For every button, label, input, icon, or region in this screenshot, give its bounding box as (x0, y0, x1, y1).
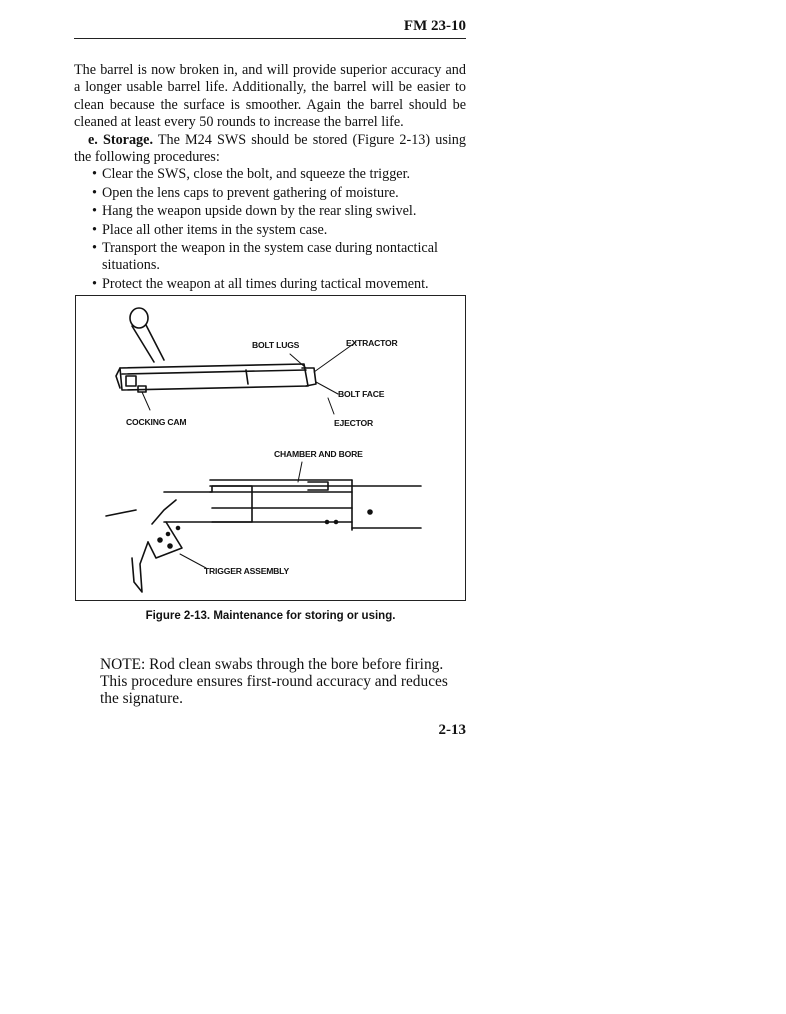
chamber-and-bore-label: CHAMBER AND BORE (274, 449, 363, 459)
procedure-item: • Transport the weapon in the system case during nontactical situations. (102, 240, 466, 275)
figure-caption: Figure 2-13. Maintenance for storing or using. (145, 610, 396, 622)
figure-2-13 (75, 295, 466, 601)
procedure-item: • Hang the weapon upside down by the rear sling swivel. (102, 203, 466, 220)
ejector-label: EJECTOR (334, 418, 374, 428)
intro-paragraph: The barrel is now broken in, and will provide superior accuracy and a longer usable barrel life. Additionally, the barrel will be easier to clean because the surface is smoother. Again the barrel should be cleaned at least every 50 rounds to increase the barrel life. (74, 62, 466, 131)
note-text: NOTE: Rod clean swabs through the bore before firing. This procedure ensures first-round accuracy and reduces the signature. (100, 656, 448, 707)
storage-heading: e. Storage. (88, 131, 153, 148)
page-header (74, 16, 466, 39)
procedure-item: • Protect the weapon at all times during tactical movement. (102, 276, 466, 293)
page-number: 2-13 (438, 722, 466, 738)
body-text (74, 62, 466, 294)
receiver-leader-lines (180, 462, 302, 568)
bolt-face-label: BOLT FACE (338, 389, 385, 399)
trigger-assembly-label: TRIGGER ASSEMBLY (204, 566, 289, 576)
procedure-item: • Place all other items in the system case. (102, 222, 466, 239)
bolt-lugs-label: BOLT LUGS (252, 340, 300, 350)
procedure-item: • Clear the SWS, close the bolt, and squeeze the trigger. (102, 166, 466, 183)
bolt-drawing (116, 308, 316, 392)
procedure-list (74, 166, 466, 293)
storage-paragraph (74, 132, 466, 167)
extractor-label: EXTRACTOR (346, 338, 398, 348)
procedure-item: • Open the lens caps to prevent gathering of moisture. (102, 185, 466, 202)
manual-id: FM 23-10 (403, 18, 466, 34)
storage-text: The M24 SWS should be stored (Figure 2-13) using the following procedures: (74, 131, 466, 166)
cocking-cam-label: COCKING CAM (126, 417, 187, 427)
bolt-leader-lines (142, 342, 356, 414)
